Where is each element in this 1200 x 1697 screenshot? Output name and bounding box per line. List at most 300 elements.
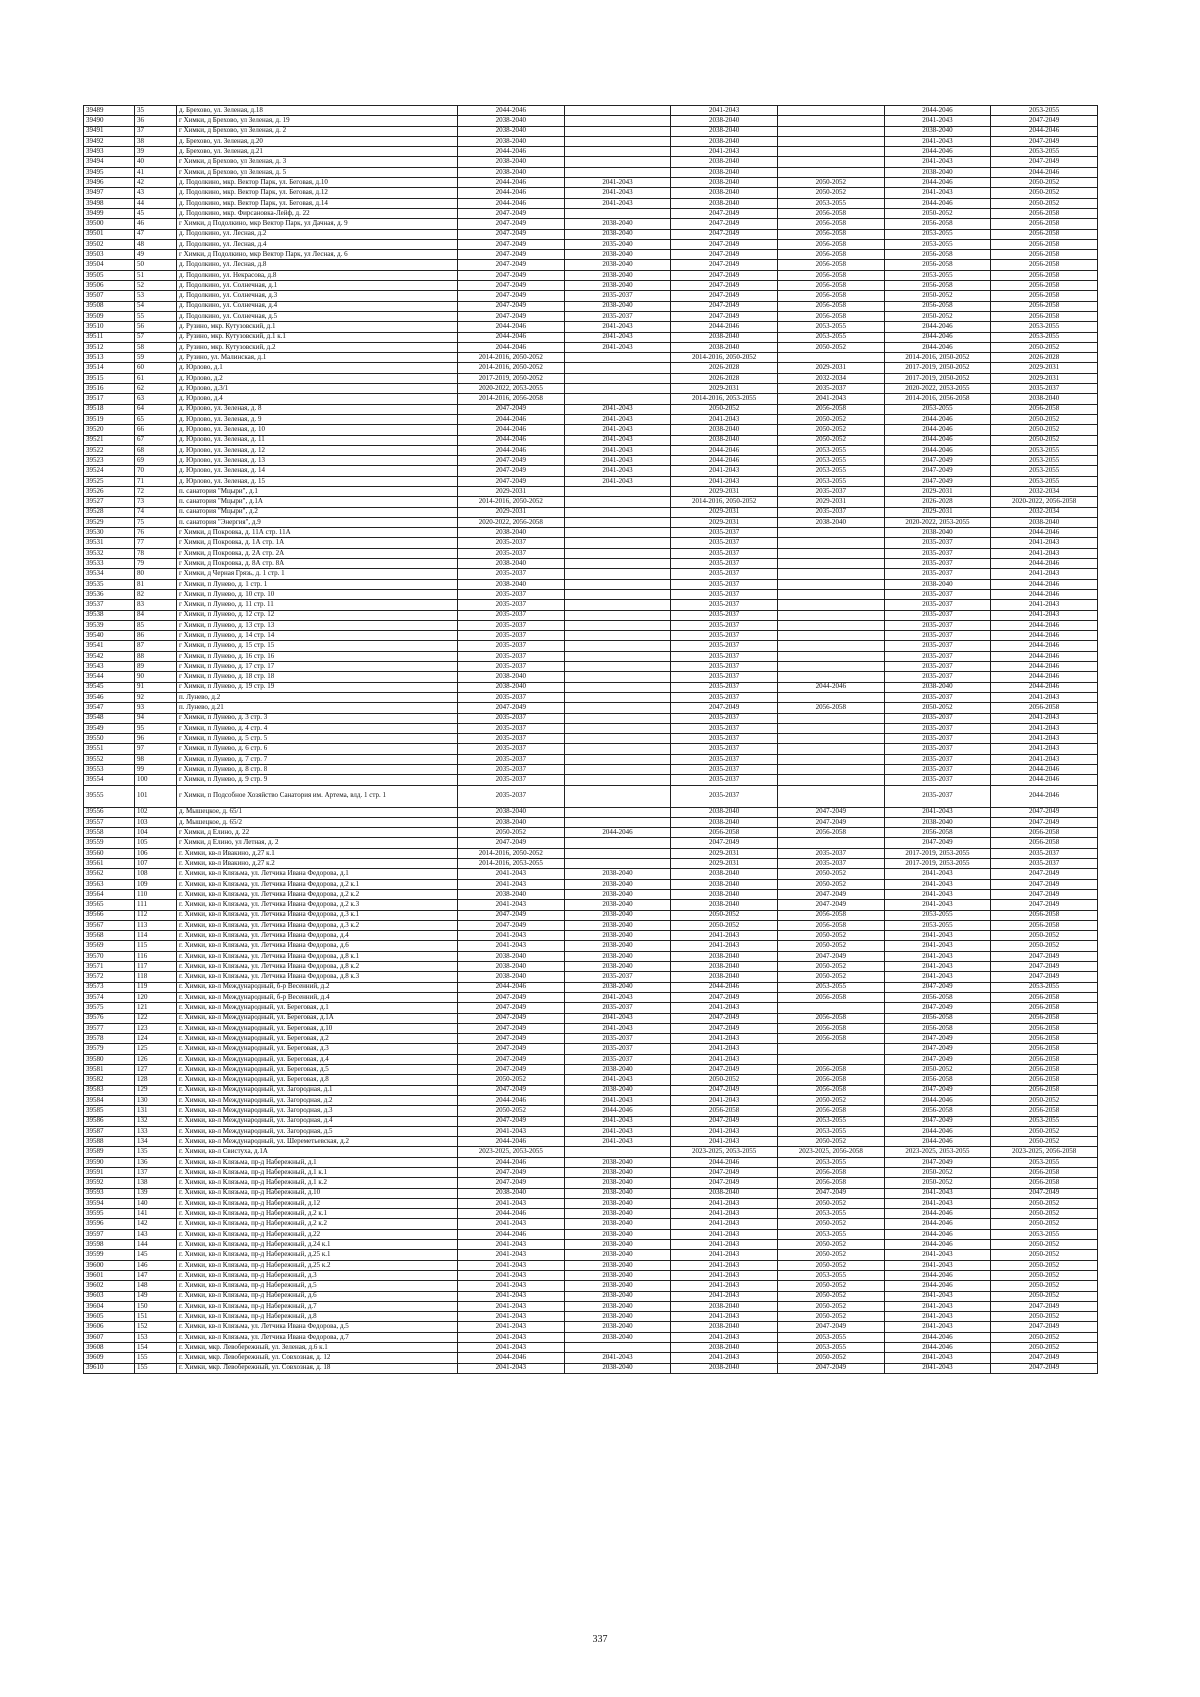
table-cell-v6: 2041-2043 [991,548,1098,558]
table-cell-v3: 2050-2052 [671,1075,778,1085]
table-cell-address: г Химки, п Луневo, д. 12 стр. 12 [177,610,458,620]
table-cell-v1: 2041-2043 [458,931,565,941]
table-row [84,734,1098,744]
table-cell-v2 [564,569,671,579]
table-cell-address: г. Химки, кв-л Международный, ул. Загородная, д.1 [177,1085,458,1095]
table-cell-v3: 2038-2040 [671,157,778,167]
table-cell-v5: 2035-2037 [884,559,991,569]
table-row [84,373,1098,383]
table-cell-no: 80 [135,569,177,579]
table-cell-address: д. Юрлово, ул. Зеленая, д. 14 [177,466,458,476]
table-cell-v3: 2041-2043 [671,1250,778,1260]
table-cell-no: 101 [135,785,177,807]
table-cell-v4: 2035-2037 [777,859,884,869]
table-cell-v2: 2041-2043 [564,1095,671,1105]
table-cell-v3: 2047-2049 [671,838,778,848]
table-cell-no: 88 [135,651,177,661]
table-cell-v5: 2041-2043 [884,1198,991,1208]
table-cell-address: г Химки, д Брехово, ул Зеленая, д. 5 [177,167,458,177]
table-cell-v3: 2047-2049 [671,703,778,713]
table-cell-v1: 2038-2040 [458,167,565,177]
table-cell-address: г Химки, п Луневo, д. 9 стр. 9 [177,775,458,785]
table-cell-v5: 2047-2049 [884,1157,991,1167]
table-cell-id: 39585 [84,1106,135,1116]
table-cell-v5: 2035-2037 [884,785,991,807]
table-cell-v5: 2044-2046 [884,1343,991,1353]
table-cell-id: 39528 [84,507,135,517]
table-cell-id: 39512 [84,342,135,352]
table-cell-v3: 2038-2040 [671,116,778,126]
table-cell-v4 [777,1044,884,1054]
table-cell-v5: 2056-2058 [884,1106,991,1116]
table-row [84,538,1098,548]
table-cell-v6: 2050-2052 [991,188,1098,198]
table-cell-v3: 2047-2049 [671,281,778,291]
table-cell-v2 [564,807,671,817]
table-cell-v1: 2047-2049 [458,1034,565,1044]
table-cell-no: 41 [135,167,177,177]
table-cell-v6: 2041-2043 [991,723,1098,733]
table-cell-v4 [777,785,884,807]
table-row [84,332,1098,342]
table-cell-v1: 2047-2049 [458,208,565,218]
table-cell-v2 [564,838,671,848]
table-cell-v3: 2041-2043 [671,1209,778,1219]
table-row [84,1034,1098,1044]
table-cell-no: 56 [135,322,177,332]
table-cell-v2: 2038-2040 [564,250,671,260]
table-cell-v1: 2050-2052 [458,828,565,838]
table-cell-v6: 2044-2046 [991,589,1098,599]
table-cell-no: 136 [135,1157,177,1167]
table-cell-id: 39513 [84,353,135,363]
table-cell-v4 [777,167,884,177]
table-cell-address: г Химки, п Луневo, д. 7 стр. 7 [177,754,458,764]
table-cell-v5: 2035-2037 [884,765,991,775]
table-cell-id: 39502 [84,239,135,249]
table-cell-address: д. Подолкино, ул. Лесная, д.4 [177,239,458,249]
table-cell-v1: 2047-2049 [458,1116,565,1126]
table-cell-no: 117 [135,962,177,972]
table-cell-v6: 2050-2052 [991,1240,1098,1250]
table-cell-v1: 2035-2037 [458,610,565,620]
table-cell-address: д. Рузино, мкр. Кутузовский, д.2 [177,342,458,352]
table-cell-id: 39599 [84,1250,135,1260]
table-row [84,167,1098,177]
table-cell-v5: 2044-2046 [884,1126,991,1136]
table-cell-v4 [777,559,884,569]
table-cell-v6: 2050-2052 [991,1095,1098,1105]
table-cell-v1: 2038-2040 [458,136,565,146]
table-cell-id: 39518 [84,404,135,414]
table-cell-v3: 2041-2043 [671,1095,778,1105]
table-cell-v4: 2047-2049 [777,1322,884,1332]
table-cell-v4: 2032-2034 [777,373,884,383]
table-cell-v5: 2038-2040 [884,579,991,589]
table-cell-v3: 2035-2037 [671,682,778,692]
table-cell-no: 139 [135,1188,177,1198]
table-cell-address: г Химки, д Брехово, ул Зеленая, д. 19 [177,116,458,126]
table-cell-address: д. Подолкино, ул. Солнечная, д.3 [177,291,458,301]
table-row [84,466,1098,476]
table-cell-no: 38 [135,136,177,146]
table-cell-v5: 2047-2049 [884,466,991,476]
table-cell-v3: 2041-2043 [671,1137,778,1147]
table-cell-v6: 2044-2046 [991,126,1098,136]
table-row [84,723,1098,733]
table-cell-v3: 2023-2025, 2053-2055 [671,1147,778,1157]
table-cell-v5: 2041-2043 [884,1250,991,1260]
table-cell-v2: 2038-2040 [564,1219,671,1229]
table-row [84,1343,1098,1353]
table-cell-v6: 2056-2058 [991,239,1098,249]
table-cell-id: 39578 [84,1034,135,1044]
table-cell-v3: 2041-2043 [671,466,778,476]
table-row [84,1023,1098,1033]
table-cell-v1: 2041-2043 [458,1126,565,1136]
table-cell-address: г. Химки, кв-л Клязьма, пр-д Набережный, д.1 к.1 [177,1167,458,1177]
table-cell-no: 93 [135,703,177,713]
table-cell-id: 39541 [84,641,135,651]
table-cell-v5: 2041-2043 [884,1312,991,1322]
table-cell-v4: 2029-2031 [777,363,884,373]
table-cell-no: 53 [135,291,177,301]
table-cell-no: 42 [135,178,177,188]
table-cell-v3: 2038-2040 [671,1188,778,1198]
table-cell-v4: 2056-2058 [777,239,884,249]
table-cell-v5: 2044-2046 [884,1270,991,1280]
table-cell-no: 75 [135,517,177,527]
table-cell-id: 39521 [84,435,135,445]
table-row [84,456,1098,466]
table-cell-no: 40 [135,157,177,167]
table-cell-id: 39530 [84,528,135,538]
table-cell-v2: 2044-2046 [564,1106,671,1116]
table-cell-v1: 2014-2016, 2050-2052 [458,353,565,363]
table-cell-v2: 2038-2040 [564,1250,671,1260]
table-row [84,703,1098,713]
table-cell-v1: 2023-2025, 2053-2055 [458,1147,565,1157]
table-cell-v4: 2035-2037 [777,486,884,496]
table-cell-v2 [564,723,671,733]
table-cell-v5: 2035-2037 [884,713,991,723]
table-cell-v3: 2047-2049 [671,992,778,1002]
table-row [84,589,1098,599]
table-cell-v2: 2038-2040 [564,1198,671,1208]
table-cell-v2 [564,765,671,775]
table-cell-v3: 2035-2037 [671,631,778,641]
table-cell-v4: 2056-2058 [777,250,884,260]
table-cell-v6: 2044-2046 [991,682,1098,692]
table-cell-v4: 2053-2055 [777,1126,884,1136]
table-cell-v5: 2056-2058 [884,992,991,1002]
table-cell-v5: 2035-2037 [884,754,991,764]
table-cell-v4: 2053-2055 [777,476,884,486]
table-row [84,229,1098,239]
table-cell-no: 99 [135,765,177,775]
table-cell-id: 39593 [84,1188,135,1198]
table-cell-v6: 2035-2037 [991,848,1098,858]
table-cell-v6: 2026-2028 [991,353,1098,363]
table-cell-id: 39524 [84,466,135,476]
table-cell-v2: 2038-2040 [564,1281,671,1291]
table-cell-address: г Химки, п Луневo, д. 14 стр. 14 [177,631,458,641]
table-cell-v3: 2029-2031 [671,384,778,394]
table-cell-address: г. Химки, кв-л Клязьма, ул. Летчика Ивана Федорова, д.4 [177,931,458,941]
table-cell-v6: 2053-2055 [991,322,1098,332]
table-cell-no: 122 [135,1013,177,1023]
table-cell-no: 97 [135,744,177,754]
table-cell-no: 89 [135,662,177,672]
table-cell-v5: 2035-2037 [884,651,991,661]
table-cell-id: 39568 [84,931,135,941]
table-cell-v2 [564,848,671,858]
table-row [84,1054,1098,1064]
table-cell-v1: 2044-2046 [458,332,565,342]
table-row [84,951,1098,961]
table-cell-v4 [777,723,884,733]
table-row [84,641,1098,651]
table-cell-v2: 2035-2037 [564,1054,671,1064]
table-cell-v2: 2041-2043 [564,425,671,435]
table-cell-address: д. Подолкино, мкр. Вектор Парк, ул. Беговая, д.12 [177,188,458,198]
table-cell-v2: 2041-2043 [564,456,671,466]
table-cell-address: д. Брехово, ул. Зеленая, д.20 [177,136,458,146]
table-cell-v1: 2041-2043 [458,1291,565,1301]
table-cell-address: г. Химки, мкр. Левобережный, ул. Зеленая, д.6 к.1 [177,1343,458,1353]
table-row [84,219,1098,229]
table-cell-v5: 2056-2058 [884,1075,991,1085]
table-row [84,1291,1098,1301]
table-cell-v6: 2044-2046 [991,765,1098,775]
table-cell-v4 [777,775,884,785]
table-cell-v6: 2044-2046 [991,785,1098,807]
table-cell-v3: 2047-2049 [671,301,778,311]
table-cell-v6: 2056-2058 [991,1065,1098,1075]
table-cell-id: 39546 [84,692,135,702]
table-cell-address: д. Подолкино, ул. Солнечная, д.5 [177,311,458,321]
table-cell-v6: 2050-2052 [991,435,1098,445]
table-cell-v5: 2047-2049 [884,456,991,466]
table-cell-no: 51 [135,270,177,280]
table-cell-v6: 2041-2043 [991,610,1098,620]
table-cell-v5: 2014-2016, 2050-2052 [884,353,991,363]
table-cell-address: д. Рузино, ул. Малинская, д.1 [177,353,458,363]
table-cell-no: 45 [135,208,177,218]
table-cell-v3: 2038-2040 [671,126,778,136]
table-cell-v1: 2041-2043 [458,879,565,889]
table-cell-v4: 2050-2052 [777,1281,884,1291]
table-cell-v5: 2044-2046 [884,198,991,208]
table-cell-v4: 2053-2055 [777,1332,884,1342]
table-cell-v6: 2056-2058 [991,250,1098,260]
table-cell-v2: 2038-2040 [564,229,671,239]
table-cell-v1: 2038-2040 [458,682,565,692]
table-cell-v6: 2056-2058 [991,229,1098,239]
table-cell-v5: 2056-2058 [884,260,991,270]
table-cell-id: 39586 [84,1116,135,1126]
table-cell-v3: 2047-2049 [671,208,778,218]
table-cell-v1: 2044-2046 [458,1095,565,1105]
table-row [84,920,1098,930]
table-cell-v4: 2047-2049 [777,817,884,827]
table-cell-v5: 2056-2058 [884,281,991,291]
table-cell-address: г. Химки, кв-л Клязьма, ул. Летчика Ивана Федорова, д.8 к.3 [177,972,458,982]
table-cell-v5: 2035-2037 [884,600,991,610]
table-cell-v5: 2035-2037 [884,662,991,672]
table-cell-v5: 2041-2043 [884,116,991,126]
table-cell-address: г Химки, п Луневo, д. 5 стр. 5 [177,734,458,744]
table-cell-no: 49 [135,250,177,260]
table-cell-address: п. Лунево, д.2 [177,692,458,702]
table-cell-v5: 2041-2043 [884,972,991,982]
table-cell-v1: 2050-2052 [458,1075,565,1085]
table-cell-id: 39510 [84,322,135,332]
table-cell-address: д. Юрлово, д.4 [177,394,458,404]
table-cell-id: 39563 [84,879,135,889]
table-cell-v6: 2053-2055 [991,1229,1098,1239]
table-cell-v2: 2038-2040 [564,941,671,951]
table-cell-v3: 2035-2037 [671,559,778,569]
table-cell-v3: 2044-2046 [671,456,778,466]
registry-table-body [84,106,1098,1374]
table-row [84,620,1098,630]
table-cell-v3: 2047-2049 [671,239,778,249]
table-cell-v4: 2053-2055 [777,456,884,466]
table-cell-id: 39493 [84,147,135,157]
table-cell-v6: 2056-2058 [991,1013,1098,1023]
table-cell-v3: 2041-2043 [671,931,778,941]
table-cell-v2: 2041-2043 [564,435,671,445]
table-cell-v3: 2044-2046 [671,982,778,992]
table-cell-v2: 2041-2043 [564,1075,671,1085]
table-cell-v5: 2029-2031 [884,486,991,496]
table-cell-v3: 2038-2040 [671,425,778,435]
table-cell-v5: 2050-2052 [884,311,991,321]
table-cell-no: 149 [135,1291,177,1301]
table-cell-no: 146 [135,1260,177,1270]
table-cell-v5: 2044-2046 [884,1332,991,1342]
table-cell-v6: 2035-2037 [991,859,1098,869]
table-cell-v1: 2035-2037 [458,651,565,661]
table-cell-v4: 2050-2052 [777,962,884,972]
table-cell-v4: 2047-2049 [777,1363,884,1373]
table-cell-id: 39608 [84,1343,135,1353]
table-cell-v5: 2044-2046 [884,1137,991,1147]
table-cell-v4: 2050-2052 [777,1260,884,1270]
table-cell-v5: 2047-2049 [884,838,991,848]
table-cell-no: 83 [135,600,177,610]
table-cell-v6: 2047-2049 [991,879,1098,889]
table-cell-v1: 2035-2037 [458,662,565,672]
table-cell-no: 79 [135,559,177,569]
table-cell-v4 [777,744,884,754]
table-cell-id: 39504 [84,260,135,270]
table-cell-v4: 2056-2058 [777,229,884,239]
table-row [84,311,1098,321]
table-cell-v4 [777,641,884,651]
table-cell-no: 134 [135,1137,177,1147]
table-cell-v1: 2035-2037 [458,723,565,733]
table-cell-id: 39501 [84,229,135,239]
table-cell-v3: 2035-2037 [671,610,778,620]
table-cell-address: г. Химки, кв-л Клязьма, ул. Летчика Ивана Федорова, д.8 к.2 [177,962,458,972]
table-cell-v5: 2041-2043 [884,807,991,817]
table-cell-v3: 2047-2049 [671,1167,778,1177]
table-cell-address: д. Рузино, мкр. Кутузовский, д.1 [177,322,458,332]
table-cell-v6: 2032-2034 [991,486,1098,496]
table-cell-v2 [564,136,671,146]
table-cell-v3: 2038-2040 [671,1322,778,1332]
table-cell-v2: 2041-2043 [564,404,671,414]
table-cell-v1: 2035-2037 [458,538,565,548]
table-cell-v2: 2041-2043 [564,1116,671,1126]
table-cell-address: г. Химки, кв-л Клязьма, пр-д Набережный, д.8 [177,1312,458,1322]
table-cell-v4: 2050-2052 [777,941,884,951]
table-cell-address: д. Мышецкое, д. 65/1 [177,807,458,817]
table-cell-no: 130 [135,1095,177,1105]
table-row [84,817,1098,827]
table-cell-v4: 2053-2055 [777,1116,884,1126]
table-cell-v3: 2029-2031 [671,486,778,496]
table-cell-v6: 2047-2049 [991,951,1098,961]
table-cell-v5: 2041-2043 [884,1353,991,1363]
table-cell-v1: 2047-2049 [458,703,565,713]
table-cell-v6: 2050-2052 [991,198,1098,208]
table-cell-v2 [564,157,671,167]
table-cell-v6: 2044-2046 [991,559,1098,569]
table-cell-no: 64 [135,404,177,414]
table-cell-v6: 2053-2055 [991,466,1098,476]
table-cell-v4 [777,734,884,744]
table-cell-id: 39577 [84,1023,135,1033]
table-cell-v5: 2020-2022, 2053-2055 [884,517,991,527]
table-cell-v4: 2053-2055 [777,1343,884,1353]
table-cell-v3: 2029-2031 [671,507,778,517]
table-cell-v6: 2038-2040 [991,394,1098,404]
table-cell-no: 140 [135,1198,177,1208]
table-cell-v1: 2044-2046 [458,1229,565,1239]
table-cell-v4: 2050-2052 [777,414,884,424]
table-cell-v2: 2035-2037 [564,1044,671,1054]
table-cell-no: 59 [135,353,177,363]
table-cell-id: 39603 [84,1291,135,1301]
table-cell-v5: 2050-2052 [884,1065,991,1075]
table-cell-id: 39547 [84,703,135,713]
table-cell-no: 58 [135,342,177,352]
table-cell-no: 92 [135,692,177,702]
table-cell-v5: 2017-2019, 2053-2055 [884,859,991,869]
table-cell-id: 39492 [84,136,135,146]
table-cell-address: г. Химки, кв-л Ивакино, д.27 к.1 [177,848,458,858]
table-cell-v2 [564,528,671,538]
table-row [84,982,1098,992]
table-cell-address: г. Химки, кв-л Международный, ул. Береговая, д.8 [177,1075,458,1085]
table-row [84,363,1098,373]
table-cell-no: 144 [135,1240,177,1250]
table-cell-address: г. Химки, кв-л Клязьма, пр-д Набережный, д.10 [177,1188,458,1198]
table-cell-v3: 2044-2046 [671,1157,778,1167]
table-cell-id: 39581 [84,1065,135,1075]
table-cell-address: г. Химки, кв-л Клязьма, ул. Летчика Ивана Федорова, д.3 к.1 [177,910,458,920]
table-cell-v6: 2056-2058 [991,281,1098,291]
table-cell-id: 39497 [84,188,135,198]
table-cell-id: 39556 [84,807,135,817]
table-cell-v4: 2050-2052 [777,188,884,198]
table-cell-no: 61 [135,373,177,383]
table-cell-v4: 2056-2058 [777,219,884,229]
table-row [84,1229,1098,1239]
